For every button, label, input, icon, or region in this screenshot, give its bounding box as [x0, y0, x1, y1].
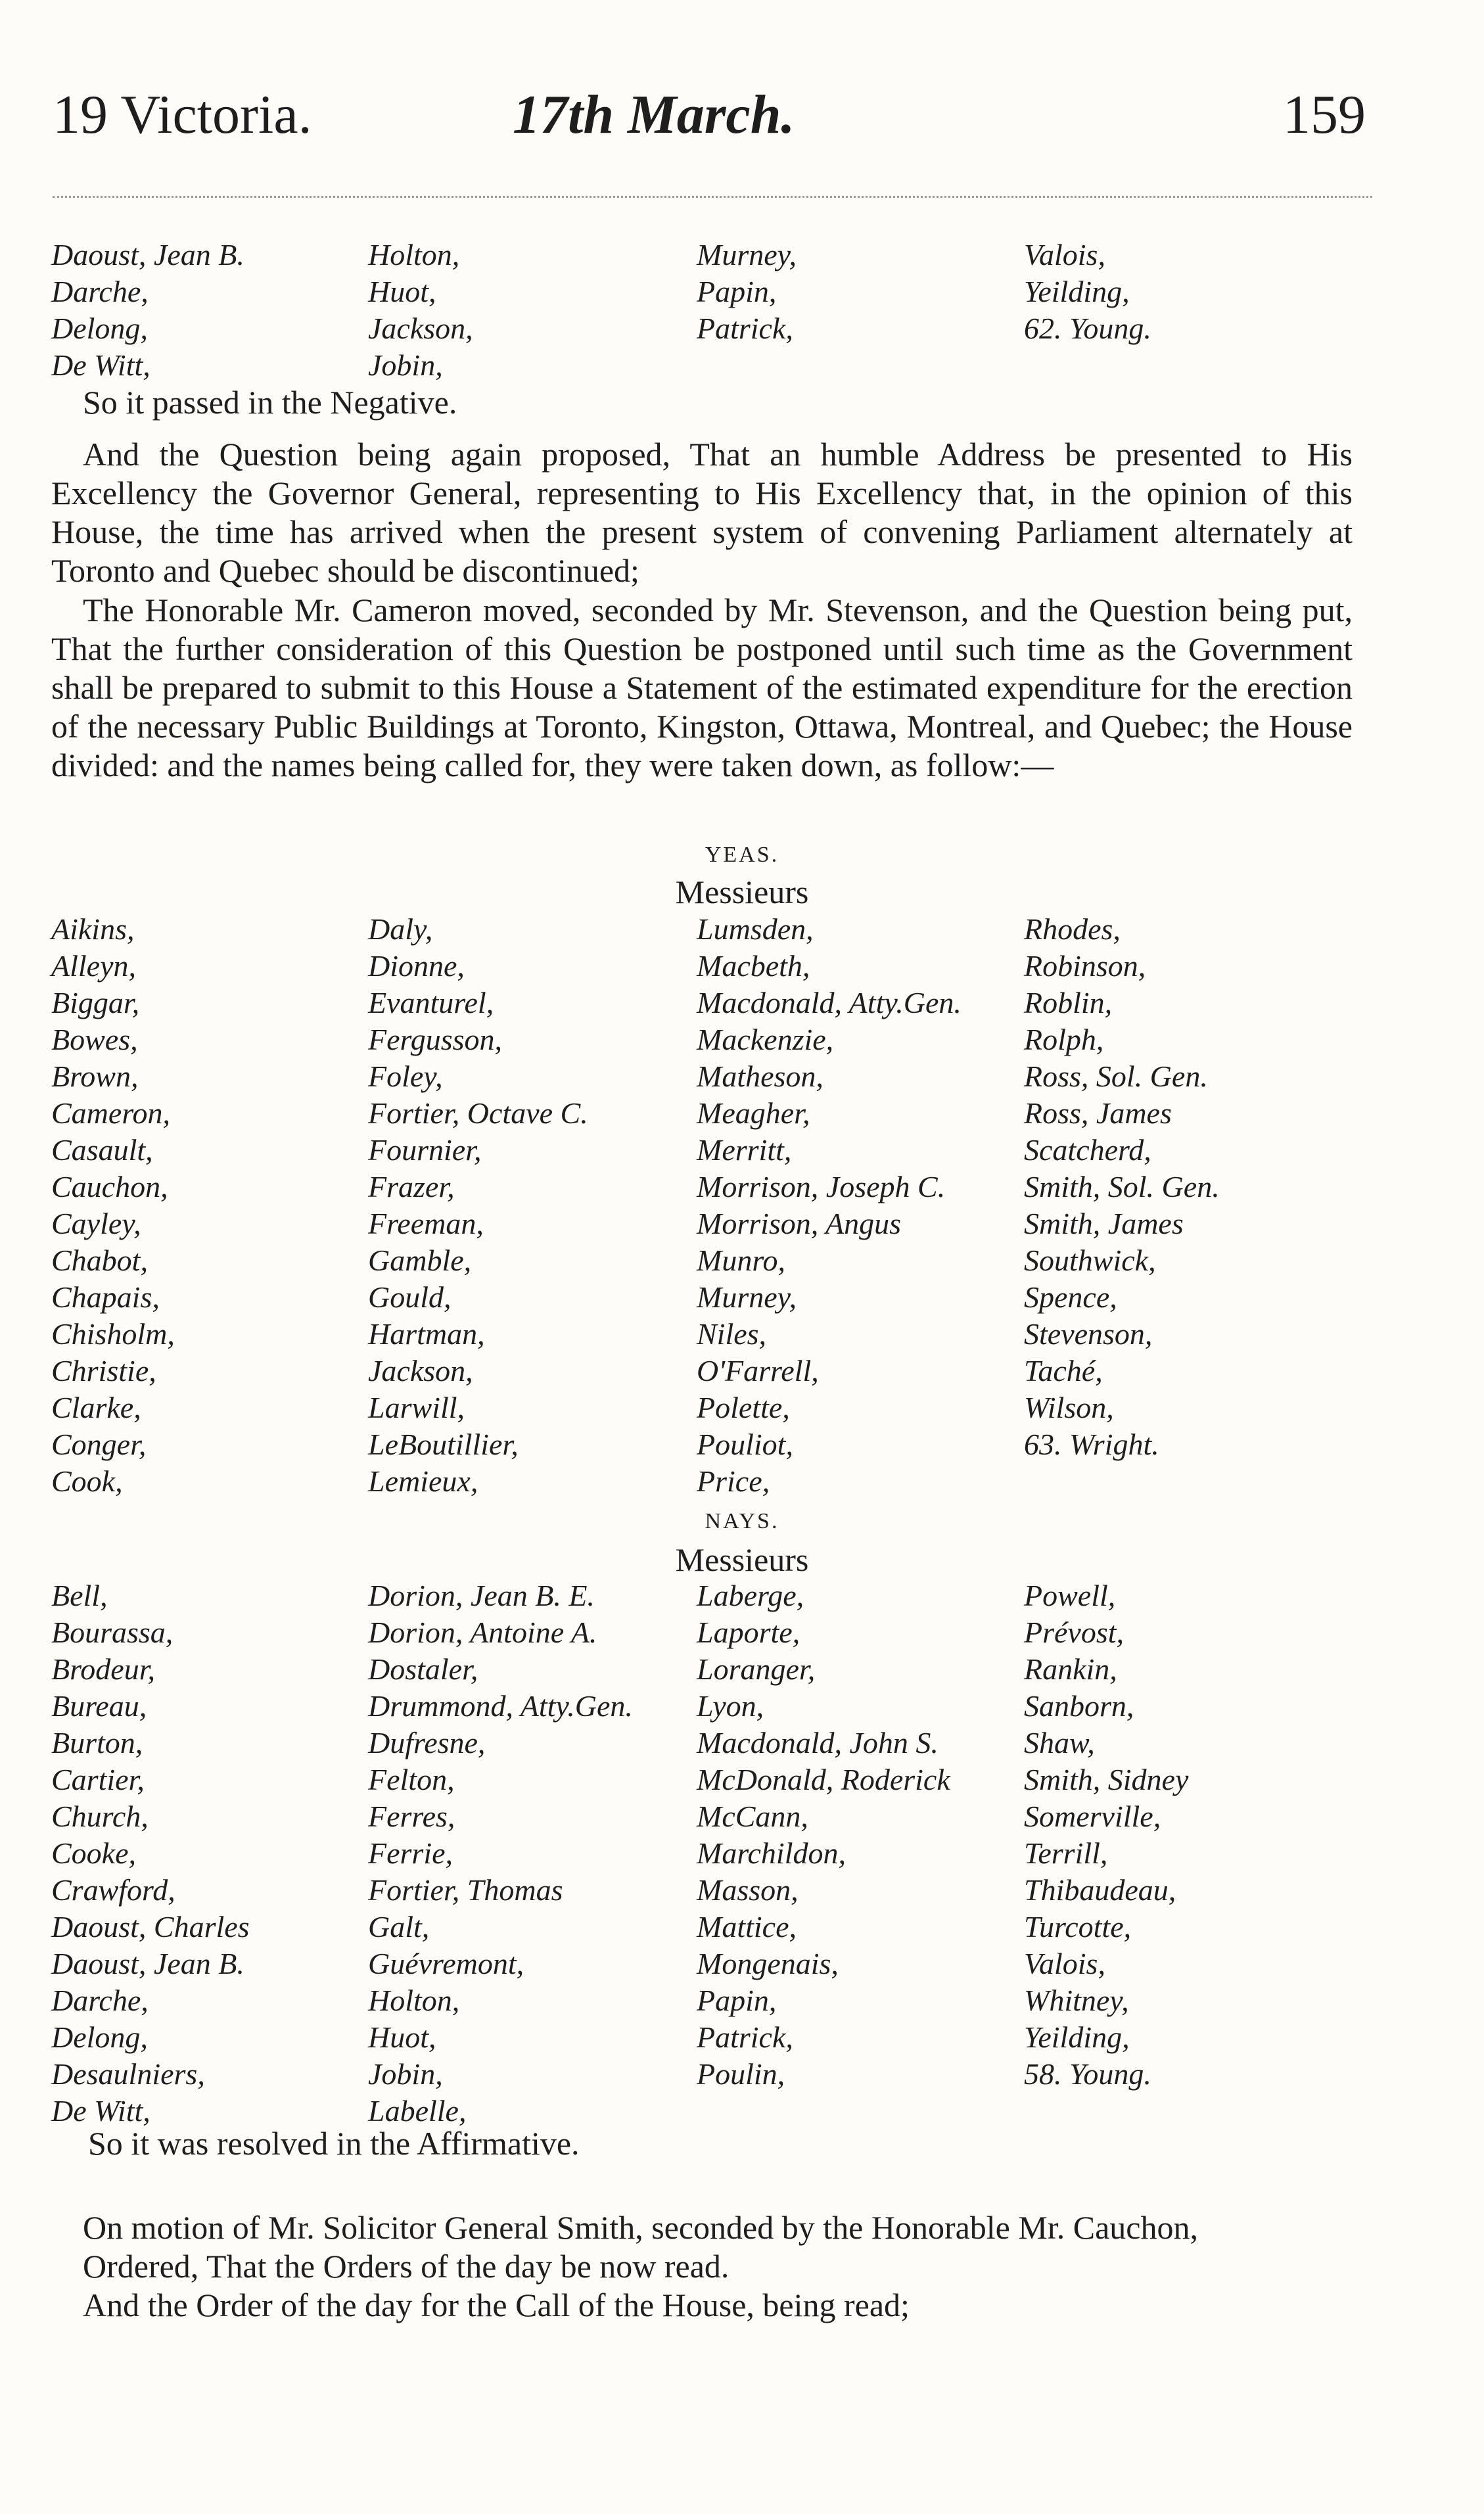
member-name: Price,	[697, 1464, 770, 1498]
member-name: Rhodes,	[1024, 912, 1121, 946]
member-name: Matheson,	[697, 1059, 823, 1093]
member-name: Cook,	[51, 1464, 123, 1498]
member-name: Patrick,	[697, 312, 793, 345]
member-name: Cameron,	[51, 1096, 171, 1130]
member-name: O'Farrell,	[697, 1354, 819, 1387]
member-name: Smith, James	[1024, 1207, 1184, 1240]
member-name: Whitney,	[1024, 1984, 1129, 2017]
yeas-messieurs: Messieurs	[675, 873, 809, 910]
member-name: Burton,	[51, 1726, 143, 1759]
member-name: Bourassa,	[51, 1616, 174, 1649]
member-name: Aikins,	[51, 912, 135, 946]
member-name: Gould,	[368, 1280, 452, 1314]
member-name: Marchildon,	[697, 1836, 846, 1870]
member-name: Dostaler,	[368, 1652, 478, 1686]
member-name: Foley,	[368, 1059, 443, 1093]
question-paragraph: And the Question being again proposed, That an humble Address be presented to His Excellency the Governor General, representing to His Excellency that, in the opinion of this House, the time has arrived when the present system of convening Parliament alternately at Toronto and Quebec should be discontinued;	[51, 436, 1353, 589]
member-name: 58. Young.	[1024, 2057, 1151, 2091]
member-name: Cauchon,	[51, 1170, 168, 1203]
member-name: Jackson,	[368, 1354, 473, 1387]
member-name: Robinson,	[1024, 949, 1146, 983]
member-name: Ferrie,	[368, 1836, 453, 1870]
member-name: Dorion, Antoine A.	[368, 1616, 597, 1649]
member-name: Pouliot,	[697, 1428, 793, 1461]
member-name: Fournier,	[368, 1133, 482, 1167]
nays-label: NAYS.	[705, 1509, 779, 1533]
member-name: Biggar,	[51, 986, 140, 1019]
member-name: Chisholm,	[51, 1317, 175, 1351]
member-name: Roblin,	[1024, 986, 1113, 1019]
closing-block	[51, 2208, 1353, 2325]
member-name: Morrison, Joseph C.	[697, 1170, 946, 1203]
member-name: Dionne,	[368, 949, 465, 983]
member-name: Ross, James	[1024, 1096, 1172, 1130]
member-name: Loranger,	[697, 1652, 816, 1686]
member-name: De Witt,	[51, 348, 151, 382]
member-name: Smith, Sidney	[1024, 1763, 1189, 1796]
member-name: Mongenais,	[697, 1947, 839, 1980]
member-name: Guévremont,	[368, 1947, 524, 1980]
negative-result	[51, 383, 1353, 422]
member-name: Shaw,	[1024, 1726, 1095, 1759]
motion-paragraph: The Honorable Mr. Cameron moved, seconded by Mr. Stevenson, and the Question being put, That the further consideration of this Question be postponed until such time as the Government shall be prepared to submit to this House a Statement of the estimated expenditure for the erection of the necessary Public Buildings at Toronto, Kingston, Ottawa, Montreal, and Quebec; the House divided: and the names being called for, they were taken down, as follow:—	[51, 592, 1353, 783]
member-name: Yeilding,	[1024, 2020, 1130, 2054]
member-name: Bureau,	[51, 1689, 147, 1723]
member-name: Terrill,	[1024, 1836, 1108, 1870]
member-name: Fergusson,	[368, 1023, 503, 1056]
member-name: Morrison, Angus	[697, 1207, 901, 1240]
member-name: Macdonald, John S.	[697, 1726, 939, 1759]
member-name: Delong,	[51, 2020, 148, 2054]
member-name: Murney,	[697, 238, 797, 271]
member-name: De Witt,	[51, 2094, 151, 2128]
member-name: Evanturel,	[368, 986, 494, 1019]
member-name: Chabot,	[51, 1244, 148, 1277]
nays-messieurs: Messieurs	[675, 1541, 809, 1578]
member-name: McCann,	[697, 1800, 808, 1833]
member-name: Church,	[51, 1800, 149, 1833]
member-name: Valois,	[1024, 238, 1105, 271]
member-name: Drummond, Atty.Gen.	[368, 1689, 633, 1723]
member-name: Southwick,	[1024, 1244, 1156, 1277]
member-name: McDonald, Roderick	[697, 1763, 950, 1796]
member-name: Lumsden,	[697, 912, 814, 946]
member-name: Felton,	[368, 1763, 455, 1796]
member-name: Murney,	[697, 1280, 797, 1314]
member-name: 63. Wright.	[1024, 1428, 1159, 1461]
member-name: Bell,	[51, 1579, 108, 1612]
member-name: Freeman,	[368, 1207, 484, 1240]
header-rule	[53, 196, 1372, 198]
final-motion: On motion of Mr. Solicitor General Smith, seconded by the Honorable Mr. Cauchon,	[83, 2209, 1198, 2246]
member-name: Scatcherd,	[1024, 1133, 1151, 1167]
member-name: Mattice,	[697, 1910, 797, 1944]
member-name: Fortier, Octave C.	[368, 1096, 588, 1130]
member-name: Powell,	[1024, 1579, 1116, 1612]
member-name: Brodeur,	[51, 1652, 156, 1686]
member-name: Desaulniers,	[51, 2057, 205, 2091]
member-name: Papin,	[697, 275, 777, 308]
member-name: Cayley,	[51, 1207, 141, 1240]
page-number: 159	[1283, 84, 1366, 145]
member-name: Hartman,	[368, 1317, 485, 1351]
member-name: Valois,	[1024, 1947, 1105, 1980]
member-name: Larwill,	[368, 1391, 465, 1424]
page-header	[53, 79, 1366, 151]
member-name: Chapais,	[51, 1280, 160, 1314]
member-name: Daly,	[368, 912, 433, 946]
member-name: Mackenzie,	[697, 1023, 834, 1056]
member-name: Somerville,	[1024, 1800, 1161, 1833]
member-name: Merritt,	[697, 1133, 792, 1167]
member-name: Macbeth,	[697, 949, 810, 983]
yeas-label: YEAS.	[705, 843, 779, 867]
member-name: Holton,	[368, 238, 460, 271]
member-name: Gamble,	[368, 1244, 472, 1277]
member-name: Jobin,	[368, 2057, 443, 2091]
motion-paragraph-block	[51, 591, 1353, 785]
member-name: Dufresne,	[368, 1726, 486, 1759]
member-name: Conger,	[51, 1428, 147, 1461]
member-name: Daoust, Charles	[51, 1910, 250, 1944]
member-name: Fortier, Thomas	[368, 1873, 563, 1907]
member-name: Polette,	[697, 1391, 790, 1424]
member-name: Crawford,	[51, 1873, 175, 1907]
member-name: Christie,	[51, 1354, 156, 1387]
member-name: Brown,	[51, 1059, 139, 1093]
member-name: Laberge,	[697, 1579, 804, 1612]
member-name: Ross, Sol. Gen.	[1024, 1059, 1208, 1093]
member-name: Sanborn,	[1024, 1689, 1134, 1723]
order-call-line: And the Order of the day for the Call of the House, being read;	[83, 2287, 910, 2323]
member-name: Darche,	[51, 1984, 149, 2017]
member-name: Laporte,	[697, 1616, 800, 1649]
member-name: Jackson,	[368, 312, 473, 345]
member-name: Holton,	[368, 1984, 460, 2017]
member-name: Munro,	[697, 1244, 786, 1277]
member-name: Lyon,	[697, 1689, 764, 1723]
member-name: Lemieux,	[368, 1464, 478, 1498]
ordered-line: Ordered, That the Orders of the day be now read.	[83, 2248, 730, 2285]
member-name: Meagher,	[697, 1096, 810, 1130]
member-name: Ferres,	[368, 1800, 455, 1833]
member-name: Wilson,	[1024, 1391, 1114, 1424]
member-name: Huot,	[368, 275, 436, 308]
member-name: Turcotte,	[1024, 1910, 1132, 1944]
member-name: Prévost,	[1024, 1616, 1125, 1649]
member-name: Yeilding,	[1024, 275, 1130, 308]
member-name: Spence,	[1024, 1280, 1117, 1314]
member-name: LeBoutillier,	[368, 1428, 519, 1461]
session-label: 19 Victoria.	[53, 84, 312, 145]
negative-line: So it passed in the Negative.	[83, 384, 457, 421]
member-name: Darche,	[51, 275, 149, 308]
affirmative-line: So it was resolved in the Affirmative.	[88, 2125, 580, 2162]
member-name: Macdonald, Atty.Gen.	[697, 986, 962, 1019]
member-name: Dorion, Jean B. E.	[368, 1579, 595, 1612]
member-name: Galt,	[368, 1910, 430, 1944]
member-name: 62. Young.	[1024, 312, 1151, 345]
member-name: Casault,	[51, 1133, 153, 1167]
member-name: Daoust, Jean B.	[51, 1947, 244, 1980]
member-name: Patrick,	[697, 2020, 793, 2054]
member-name: Delong,	[51, 312, 148, 345]
member-name: Rankin,	[1024, 1652, 1117, 1686]
member-name: Cartier,	[51, 1763, 145, 1796]
member-name: Poulin,	[697, 2057, 785, 2091]
member-name: Rolph,	[1024, 1023, 1104, 1056]
member-name: Thibaudeau,	[1024, 1873, 1176, 1907]
member-name: Masson,	[697, 1873, 799, 1907]
member-name: Stevenson,	[1024, 1317, 1153, 1351]
date-label: 17th March.	[513, 84, 795, 145]
member-name: Taché,	[1024, 1354, 1103, 1387]
member-name: Smith, Sol. Gen.	[1024, 1170, 1220, 1203]
member-name: Frazer,	[368, 1170, 455, 1203]
member-name: Labelle,	[368, 2094, 467, 2128]
member-name: Alleyn,	[51, 949, 136, 983]
member-name: Daoust, Jean B.	[51, 238, 244, 271]
member-name: Jobin,	[368, 348, 443, 382]
member-name: Huot,	[368, 2020, 436, 2054]
member-name: Clarke,	[51, 1391, 141, 1424]
member-name: Bowes,	[51, 1023, 138, 1056]
member-name: Niles,	[697, 1317, 767, 1351]
question-paragraph-block	[51, 435, 1353, 590]
member-name: Cooke,	[51, 1836, 137, 1870]
member-name: Papin,	[697, 1984, 777, 2017]
